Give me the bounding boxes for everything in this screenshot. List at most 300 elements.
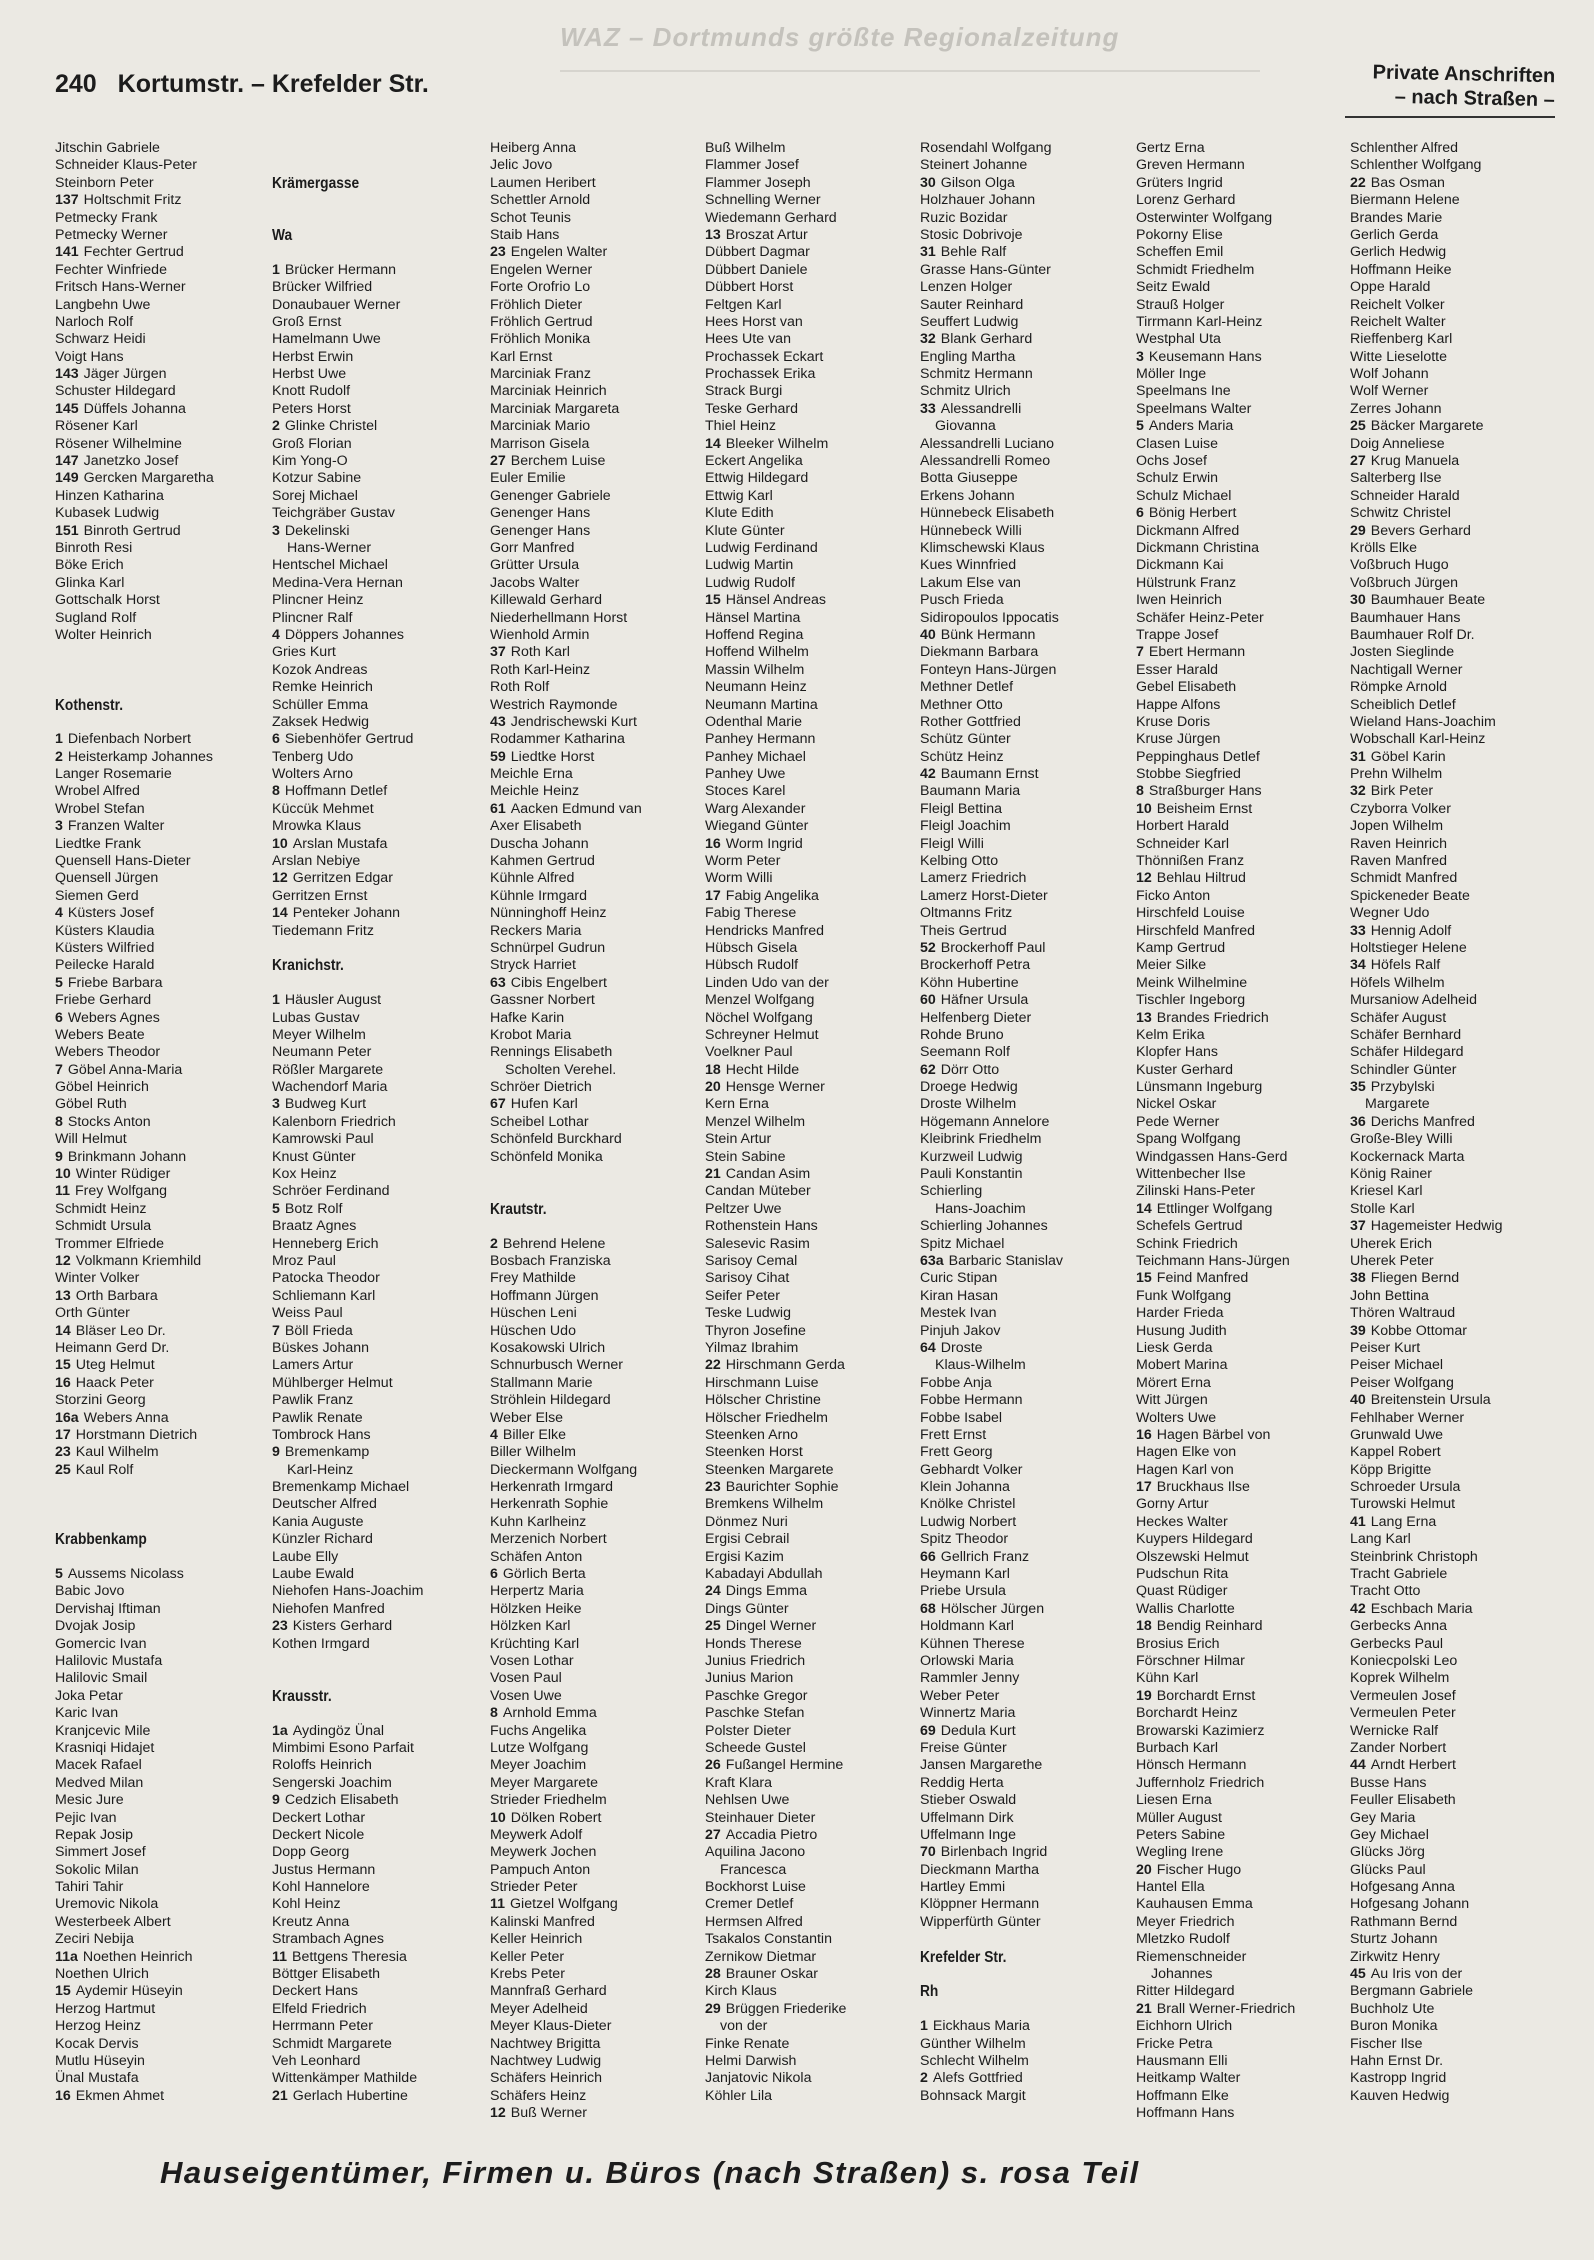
resident-name: Fleigl Bettina (920, 800, 1003, 817)
resident-entry (272, 505, 423, 522)
resident-name: Pampuch Anton (490, 1861, 591, 1878)
resident-entry (55, 1410, 214, 1427)
resident-name: Köhler Lila (705, 2087, 773, 2104)
resident-name: Kühnen Therese (920, 1635, 1025, 1652)
resident-name: Kohl Hannelore (272, 1879, 370, 1896)
resident-entry (1350, 853, 1502, 870)
resident-name: Wieland Hans-Joachim (1350, 713, 1496, 730)
resident-entry (1350, 1166, 1502, 1183)
resident-entry (705, 262, 846, 279)
resident-entry (272, 992, 423, 1009)
spacer (55, 644, 214, 661)
resident-name: Bas Osman (1370, 174, 1445, 191)
resident-name: Rodammer Katharina (490, 731, 625, 748)
resident-entry (1350, 262, 1502, 279)
resident-name: Peiser Michael (1350, 1357, 1444, 1374)
resident-entry (705, 1183, 846, 1200)
resident-entry (1350, 488, 1502, 505)
resident-entry (1350, 644, 1502, 661)
resident-name: Ünal Mustafa (55, 2070, 139, 2087)
resident-entry (55, 783, 214, 800)
house-number: 37 (1350, 1218, 1366, 1235)
resident-entry (272, 1636, 423, 1653)
resident-name: Biller Wilhelm (490, 1444, 576, 1461)
resident-name: Krölls Elke (1350, 539, 1418, 556)
resident-entry (490, 1896, 642, 1913)
resident-name: Zander Norbert (1350, 1739, 1447, 1756)
resident-entry (705, 1149, 846, 1166)
house-number: 70 (920, 1844, 936, 1861)
resident-entry (920, 1670, 1063, 1687)
resident-entry (490, 297, 642, 314)
spacer (55, 1496, 214, 1513)
resident-entry (1136, 1236, 1295, 1253)
house-number: 64 (920, 1339, 936, 1356)
resident-name: Bockhorst Luise (705, 1879, 806, 1896)
resident-entry (490, 818, 642, 835)
resident-entry (1136, 314, 1295, 331)
resident-entry (272, 1566, 423, 1583)
house-number: 40 (1350, 1392, 1366, 1409)
resident-name: Derichs Manfred (1370, 1113, 1475, 1130)
house-number: 23 (272, 1618, 288, 1635)
resident-name: Cibis Engelbert (510, 974, 607, 991)
resident-entry (1136, 592, 1295, 609)
resident-name: Orlowski Maria (920, 1652, 1014, 1669)
resident-name: Mörert Erna (1136, 1374, 1211, 1391)
resident-name: Birk Peter (1370, 783, 1434, 800)
resident-name: Herrmann Peter (272, 2018, 373, 2035)
resident-entry (55, 1827, 214, 1844)
resident-name: Hinzen Katharina (55, 487, 164, 504)
resident-name: Babic Jovo (55, 1583, 125, 1600)
resident-entry (1350, 940, 1502, 957)
resident-name: Behle Ralf (940, 244, 1007, 261)
resident-name: Neumann Martina (705, 696, 818, 713)
resident-name: Kauven Hedwig (1350, 2087, 1450, 2104)
resident-name: Peiser Wolfgang (1350, 1374, 1454, 1391)
resident-name: Birlenbach Ingrid (940, 1844, 1048, 1861)
directory-column-7 (1350, 140, 1502, 2105)
resident-name: Dedula Kurt (940, 1722, 1016, 1739)
resident-entry (272, 401, 423, 418)
resident-name: Peilecke Harald (55, 957, 155, 974)
resident-entry (1350, 1218, 1502, 1235)
resident-name: Buß Wilhelm (705, 140, 786, 156)
resident-entry (490, 1949, 642, 1966)
resident-entry (920, 227, 1063, 244)
resident-name: Fobbe Hermann (920, 1392, 1023, 1409)
resident-name: Finke Renate (705, 2035, 790, 2052)
resident-name: Forte Orofrio Lo (490, 279, 591, 296)
resident-name: Lutze Wolfgang (490, 1739, 589, 1756)
resident-name: Bettgens Theresia (292, 1948, 407, 1965)
resident-name: Scheibel Lothar (490, 1113, 589, 1130)
resident-name: Zeciri Nebija (55, 1931, 134, 1948)
house-number: 11a (55, 1948, 78, 1965)
resident-entry (490, 870, 642, 887)
house-number: 8 (272, 783, 280, 800)
resident-entry (490, 1931, 642, 1948)
house-number: 23 (490, 244, 506, 261)
resident-entry (920, 1305, 1063, 1322)
resident-name: Küccük Mehmet (272, 800, 374, 817)
house-number: 19 (1136, 1687, 1152, 1704)
resident-name: Schroeder Ursula (1350, 1479, 1461, 1496)
house-number: 27 (490, 453, 506, 470)
resident-name: Mestek Ivan (920, 1305, 997, 1322)
resident-entry (490, 1479, 642, 1496)
house-number: 13 (55, 1287, 71, 1304)
house-number: 21 (705, 1166, 721, 1183)
resident-entry (920, 1775, 1063, 1792)
resident-entry (272, 1792, 423, 1809)
resident-name: Doig Anneliese (1350, 435, 1445, 452)
resident-name: Teichmann Hans-Jürgen (1136, 1253, 1290, 1269)
resident-name: Dübbert Horst (705, 279, 794, 296)
resident-name: Binroth Resi (55, 539, 133, 556)
resident-entry (272, 1253, 423, 1270)
street-range: Kortumstr. – Krefelder Str. (117, 70, 429, 98)
resident-name: Przybylski (1370, 1079, 1435, 1096)
resident-entry (705, 1583, 846, 1600)
resident-name: Fabig Therese (705, 905, 797, 922)
resident-entry (705, 1688, 846, 1705)
resident-name: Weiss Paul (272, 1305, 343, 1322)
resident-entry (1136, 1740, 1295, 1757)
resident-name: Kleibrink Friedhelm (920, 1131, 1042, 1148)
resident-name: Stolle Karl (1350, 1200, 1415, 1217)
resident-name: Pinjuh Jakov (920, 1322, 1001, 1339)
resident-name: Simmert Josef (55, 1844, 146, 1861)
resident-name: Janetzko Josef (83, 453, 179, 470)
resident-name: Steinbrink Christoph (1350, 1548, 1478, 1565)
resident-name: Heiberg Anna (490, 140, 576, 156)
resident-entry (1136, 697, 1295, 714)
resident-entry (1136, 644, 1295, 661)
resident-name: Quast Rüdiger (1136, 1583, 1228, 1600)
resident-entry (55, 1636, 214, 1653)
resident-name: Johannes (1151, 1966, 1213, 1983)
resident-name: Horbert Harald (1136, 818, 1230, 835)
resident-name: Broszat Artur (725, 226, 808, 243)
resident-name: Merzenich Norbert (490, 1531, 607, 1548)
resident-name: Meyer Margarete (490, 1774, 599, 1791)
resident-entry (705, 488, 846, 505)
resident-entry (705, 1740, 846, 1757)
resident-name: Dönmez Nuri (705, 1513, 788, 1530)
resident-name: Feltgen Karl (705, 296, 782, 313)
resident-entry (1136, 853, 1295, 870)
resident-name: Günther Wilhelm (920, 2035, 1026, 2052)
resident-entry (1350, 1705, 1502, 1722)
resident-name: Odenthal Marie (705, 713, 802, 730)
resident-name: Gilson Olga (940, 174, 1015, 191)
resident-entry (272, 331, 423, 348)
house-number: 16 (55, 1374, 71, 1391)
resident-name: Teske Ludwig (705, 1305, 791, 1322)
resident-name: Pejic Ivan (55, 1809, 117, 1826)
resident-name: Deckert Nicole (272, 1826, 365, 1843)
resident-entry (490, 1636, 642, 1653)
resident-name: Alessandrelli (940, 400, 1022, 417)
resident-name: Hirschfeld Manfred (1136, 922, 1256, 939)
resident-name: Buß Werner (510, 2105, 587, 2122)
resident-name: Helfenberg Dieter (920, 1009, 1032, 1026)
house-number: 69 (920, 1722, 936, 1739)
resident-name: Krüchting Karl (490, 1635, 580, 1652)
resident-entry (920, 870, 1063, 887)
resident-name: Bendig Reinhard (1156, 1618, 1263, 1635)
resident-name: Straßburger Hans (1148, 783, 1262, 800)
resident-name: Glinka Karl (55, 574, 125, 591)
resident-name: Ebert Hermann (1148, 644, 1246, 661)
resident-entry (920, 1183, 1063, 1200)
resident-name: Baumann Maria (920, 783, 1021, 800)
resident-entry (1350, 1236, 1502, 1253)
resident-name: Schuster Hildegard (55, 383, 176, 400)
resident-name: Menzel Wilhelm (705, 1113, 806, 1130)
resident-name: Killewald Gerhard (490, 592, 602, 609)
resident-name: Kaul Rolf (75, 1461, 134, 1478)
resident-entry (272, 1949, 423, 1966)
resident-entry (272, 1427, 423, 1444)
resident-entry (920, 1062, 1063, 1079)
house-number: 31 (920, 244, 936, 261)
resident-name: Kühnle Irmgard (490, 887, 587, 904)
resident-entry (55, 192, 214, 209)
resident-name: Heisterkamp Johannes (67, 748, 213, 765)
resident-entry (920, 470, 1063, 487)
resident-name: Panhey Uwe (705, 766, 786, 783)
resident-entry (1350, 1444, 1502, 1461)
resident-name: Langbehn Uwe (55, 296, 151, 313)
resident-entry (1350, 1775, 1502, 1792)
resident-name: John Bettina (1350, 1287, 1429, 1304)
resident-name: Schmidt Heinz (55, 1200, 147, 1217)
resident-entry (1350, 349, 1502, 366)
resident-entry (272, 627, 423, 644)
resident-name: Tiedemann Fritz (272, 922, 374, 939)
resident-entry (920, 644, 1063, 661)
house-number: 14 (1136, 1200, 1152, 1217)
resident-name: Janjatovic Nikola (705, 2070, 812, 2087)
resident-name: Fuchs Angelika (490, 1722, 587, 1739)
resident-name: Arndt Herbert (1370, 1757, 1456, 1774)
resident-name: Macek Rafael (55, 1757, 142, 1774)
resident-entry (1136, 1496, 1295, 1513)
resident-name: Karl Ernst (490, 348, 553, 365)
resident-entry (920, 1862, 1063, 1879)
resident-name: Rohde Bruno (920, 1026, 1004, 1043)
resident-entry (55, 1966, 214, 1983)
resident-name: Kruse Doris (1136, 713, 1211, 730)
house-number: 29 (705, 2000, 721, 2017)
resident-name: Hamelmann Uwe (272, 331, 381, 348)
resident-name: Ludwig Martin (705, 557, 794, 574)
resident-entry (705, 1496, 846, 1513)
resident-name: Neumann Peter (272, 1044, 372, 1061)
resident-entry (55, 1357, 214, 1374)
resident-name: Osterwinter Wolfgang (1136, 209, 1273, 226)
resident-entry (272, 1931, 423, 1948)
resident-entry (490, 1862, 642, 1879)
resident-entry (920, 297, 1063, 314)
resident-name: Gorny Artur (1136, 1496, 1209, 1513)
resident-entry (920, 1636, 1063, 1653)
resident-entry (1136, 1601, 1295, 1618)
resident-name: Storzini Georg (55, 1392, 146, 1409)
resident-name: Ettwig Hildegard (705, 470, 809, 487)
resident-name: Schmidt Margarete (272, 2035, 392, 2052)
resident-name: Webers Theodor (55, 1044, 161, 1061)
resident-name: Döppers Johannes (284, 626, 404, 643)
resident-name: Westerbeek Albert (55, 1913, 171, 1930)
resident-entry (1136, 766, 1295, 783)
resident-name: Dings Emma (725, 1583, 807, 1600)
resident-name: Prochassek Erika (705, 366, 816, 383)
resident-name: Hantel Ella (1136, 1879, 1205, 1896)
house-number: 6 (272, 731, 280, 748)
resident-name: Medina-Vera Hernan (272, 574, 403, 591)
resident-entry (272, 1496, 423, 1513)
house-number: 42 (1350, 1600, 1366, 1617)
resident-entry (920, 401, 1063, 418)
resident-entry (1136, 210, 1295, 227)
house-number: 32 (920, 331, 936, 348)
resident-entry (920, 992, 1063, 1009)
resident-entry (55, 1566, 214, 1583)
resident-entry (1350, 1688, 1502, 1705)
resident-entry (490, 714, 642, 731)
resident-entry (1350, 905, 1502, 922)
resident-name: Gellrich Franz (940, 1548, 1030, 1565)
resident-name: Rennings Elisabeth (490, 1044, 613, 1061)
resident-name: Hagen Karl von (1136, 1461, 1234, 1478)
resident-name: Stryck Harriet (490, 957, 576, 974)
resident-entry (272, 1723, 423, 1740)
resident-entry (55, 975, 214, 992)
resident-entry (272, 679, 423, 696)
resident-name: Priebe Ursula (920, 1583, 1006, 1600)
resident-entry (705, 610, 846, 627)
resident-name: Gerlich Gerda (1350, 226, 1439, 243)
resident-name: Justus Hermann (272, 1861, 376, 1878)
resident-entry (1350, 957, 1502, 974)
resident-entry (705, 1705, 846, 1722)
resident-entry (1350, 175, 1502, 192)
resident-name: Schäfen Anton (490, 1548, 583, 1565)
resident-entry (490, 453, 642, 470)
resident-entry (705, 175, 846, 192)
resident-entry (272, 366, 423, 383)
resident-entry (1350, 1723, 1502, 1740)
resident-name: Schulz Erwin (1136, 470, 1219, 487)
resident-entry (272, 1131, 423, 1148)
resident-entry (272, 383, 423, 400)
spacer (55, 714, 214, 731)
resident-entry (55, 1253, 214, 1270)
resident-entry (1350, 505, 1502, 522)
resident-entry (1136, 1340, 1295, 1357)
resident-name: Olszewski Helmut (1136, 1548, 1249, 1565)
house-number: 13 (705, 226, 721, 243)
resident-entry (272, 2036, 423, 2053)
resident-entry (705, 679, 846, 696)
resident-name: Hoffend Wilhelm (705, 644, 809, 661)
resident-name: Veh Leonhard (272, 2052, 361, 2069)
resident-name: Sauter Reinhard (920, 296, 1024, 313)
resident-name: Scheiblich Detlef (1350, 696, 1456, 713)
resident-name: Hölscher Christine (705, 1392, 821, 1409)
resident-name: Westrich Raymonde (490, 696, 618, 713)
resident-entry (55, 836, 214, 853)
resident-name: Deutscher Alfred (272, 1496, 377, 1513)
resident-name: Tahiri Tahir (55, 1879, 124, 1896)
resident-entry (1350, 157, 1502, 174)
resident-name: Schettler Arnold (490, 192, 591, 209)
resident-entry (1136, 262, 1295, 279)
resident-entry (920, 1096, 1063, 1113)
resident-name: Haack Peter (75, 1374, 154, 1391)
resident-entry (272, 2018, 423, 2035)
house-number: 5 (55, 974, 63, 991)
resident-name: Sarisoy Cemal (705, 1253, 798, 1269)
resident-name: Wolters Uwe (1136, 1409, 1217, 1426)
resident-name: Hafke Karin (490, 1009, 565, 1026)
resident-name: Droste Wilhelm (920, 1096, 1017, 1113)
resident-entry (272, 1288, 423, 1305)
resident-name: Halilovic Mustafa (55, 1652, 163, 1669)
resident-name: Wiegand Günter (705, 818, 809, 835)
resident-entry (1136, 783, 1295, 800)
resident-entry (920, 853, 1063, 870)
resident-entry (272, 1114, 423, 1131)
resident-name: Methner Otto (920, 696, 1003, 713)
resident-entry (1136, 2105, 1295, 2122)
resident-entry (705, 662, 846, 679)
resident-name: Köhn Hubertine (920, 974, 1019, 991)
resident-entry (705, 1479, 846, 1496)
resident-name: Herzog Hartmut (55, 2000, 156, 2017)
resident-name: Hees Horst van (705, 313, 803, 330)
resident-entry (55, 1236, 214, 1253)
resident-name: Herkenrath Sophie (490, 1496, 609, 1513)
resident-entry (1350, 836, 1502, 853)
resident-name: Schröer Ferdinand (272, 1183, 390, 1200)
resident-name: Förschner Hilmar (1136, 1652, 1245, 1669)
house-number: 12 (55, 1253, 71, 1269)
section-title (1340, 60, 1556, 112)
resident-name: Seifer Peter (705, 1287, 780, 1304)
resident-entry (490, 679, 642, 696)
resident-entry (920, 279, 1063, 296)
resident-name: Liedtke Horst (510, 748, 595, 765)
house-number: 37 (490, 644, 506, 661)
spacer (272, 1653, 423, 1670)
resident-name: Turowski Helmut (1350, 1496, 1456, 1513)
resident-entry (490, 644, 642, 661)
resident-entry (1136, 192, 1295, 209)
resident-entry (272, 1983, 423, 2000)
resident-entry (1136, 1949, 1295, 1966)
resident-name: Fröhlich Dieter (490, 296, 583, 313)
resident-entry (1136, 1270, 1295, 1287)
house-number: 143 (55, 366, 79, 383)
resident-name: Kubasek Ludwig (55, 505, 160, 522)
resident-entry (705, 714, 846, 731)
house-number: 3 (272, 1096, 280, 1113)
